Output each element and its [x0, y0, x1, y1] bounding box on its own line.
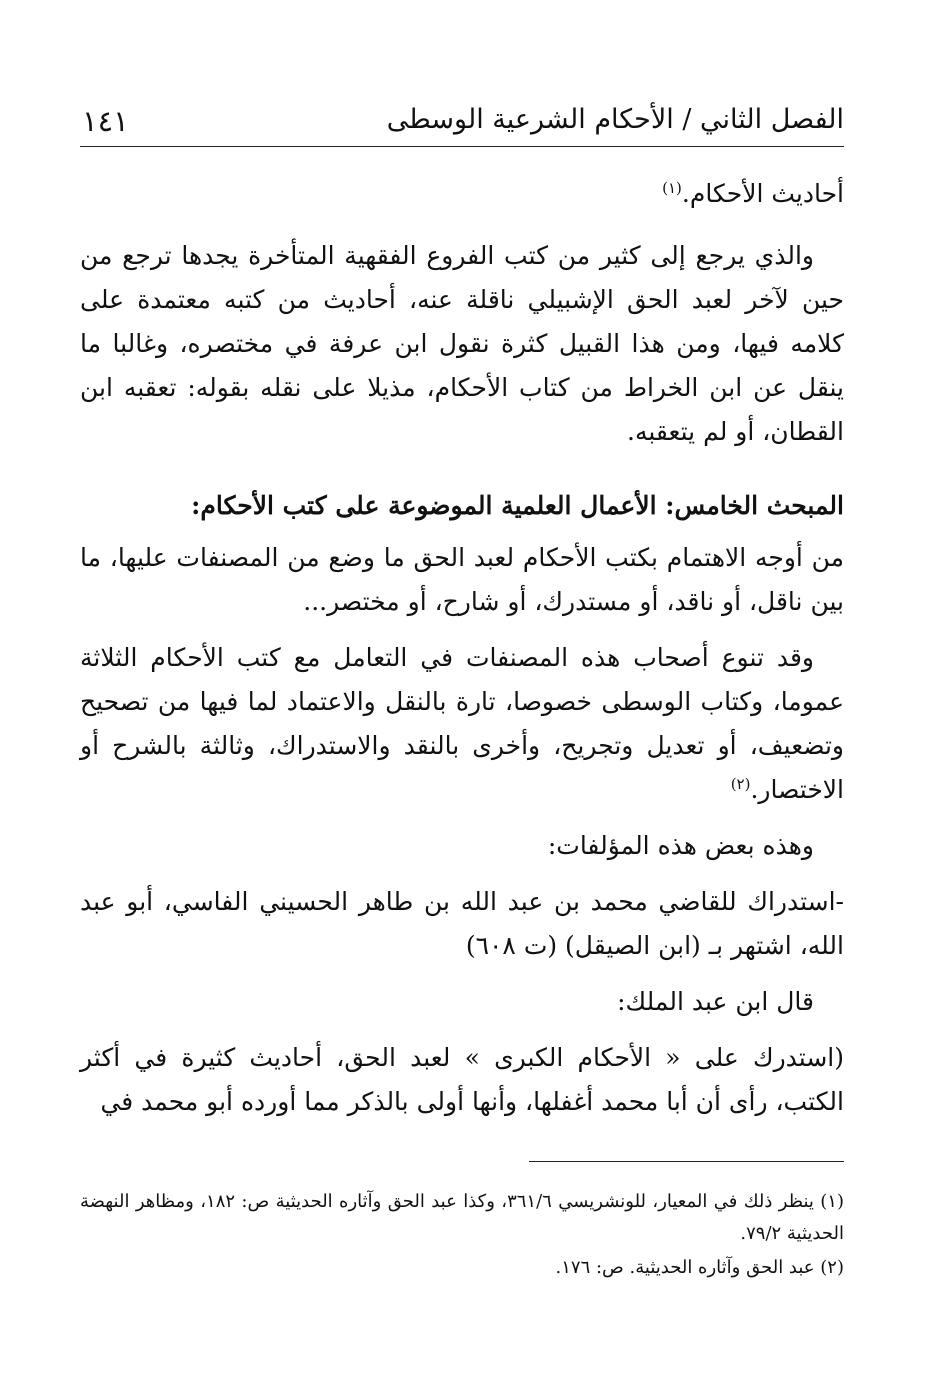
paragraph-4 [80, 636, 844, 812]
footnote-ref-2: (٢) [730, 775, 751, 793]
running-header [80, 100, 844, 147]
paragraph-3: من أوجه الاهتمام بكتب الأحكام لعبد الحق ما وضع من المصنفات عليها، ما بين ناقل، أو ناقد، أو مستدرك، أو شارح، أو مختصر... [80, 543, 844, 616]
page-number: ١٤١ [82, 104, 129, 138]
section-heading: المبحث الخامس: الأعمال العلمية الموضوعة على كتب الأحكام: [191, 491, 844, 520]
paragraph-5: وهذه بعض هذه المؤلفات: [547, 831, 814, 860]
paragraph-8: (استدرك على « الأحكام الكبرى » لعبد الحق، أحاديث كثيرة في أكثر الكتب، رأى أن أبا محمد أغفلها، وأنها أولى بالذكر مما أورده أبو محمد في [80, 1043, 844, 1116]
footnote-divider [529, 1161, 844, 1162]
paragraph-6: -استدراك للقاضي محمد بن عبد الله بن طاهر الحسيني الفاسي، أبو عبد الله، اشتهر بـ (ابن الصيقل) (ت ٦٠٨) [80, 887, 844, 960]
paragraph-7: قال ابن عبد الملك: [617, 987, 814, 1016]
paragraph-1-text: أحاديث الأحكام. [681, 179, 844, 208]
paragraph-1 [80, 172, 844, 216]
book-page [80, 0, 844, 1390]
footnotes [80, 1186, 844, 1286]
footnote-2: (٢) عبد الحق وآثاره الحديثية. ص: ١٧٦. [555, 1257, 844, 1278]
paragraph-4-text: وقد تنوع أصحاب هذه المصنفات في التعامل مع كتب الأحكام الثلاثة عموما، وكتاب الوسطى خصوصا، تارة بالنقل والاعتماد لما فيها من تصحيح وتضعيف، أو تعديل وتجريح، وأخرى بالنقد والاستدراك، وثالثة بالشرح أو الاختصار. [80, 643, 844, 804]
main-text [80, 172, 844, 1124]
paragraph-2: والذي يرجع إلى كثير من كتب الفروع الفقهية المتأخرة يجدها ترجع من حين لآخر لعبد الحق الإشبيلي ناقلة عنه، أحاديث من كتبه معتمدة على كلامه فيها، ومن هذا القبيل كثرة نقول ابن عرفة في مختصره، وغالبا ما ينقل عن ابن الخراط من كتاب الأحكام، مذيلا على نقله بقوله: تعقبه ابن القطان، أو لم يتعقبه. [80, 241, 844, 446]
chapter-title: الفصل الثاني / الأحكام الشرعية الوسطى [386, 104, 844, 135]
footnote-1: (١) ينظر ذلك في المعيار، للونشريسي ٣٦١/٦، وكذا عبد الحق وآثاره الحديثية ص: ١٨٢، ومظاهر النهضة الحديثية ٧٩/٢. [80, 1191, 844, 1244]
footnote-ref-1: (١) [662, 179, 682, 197]
